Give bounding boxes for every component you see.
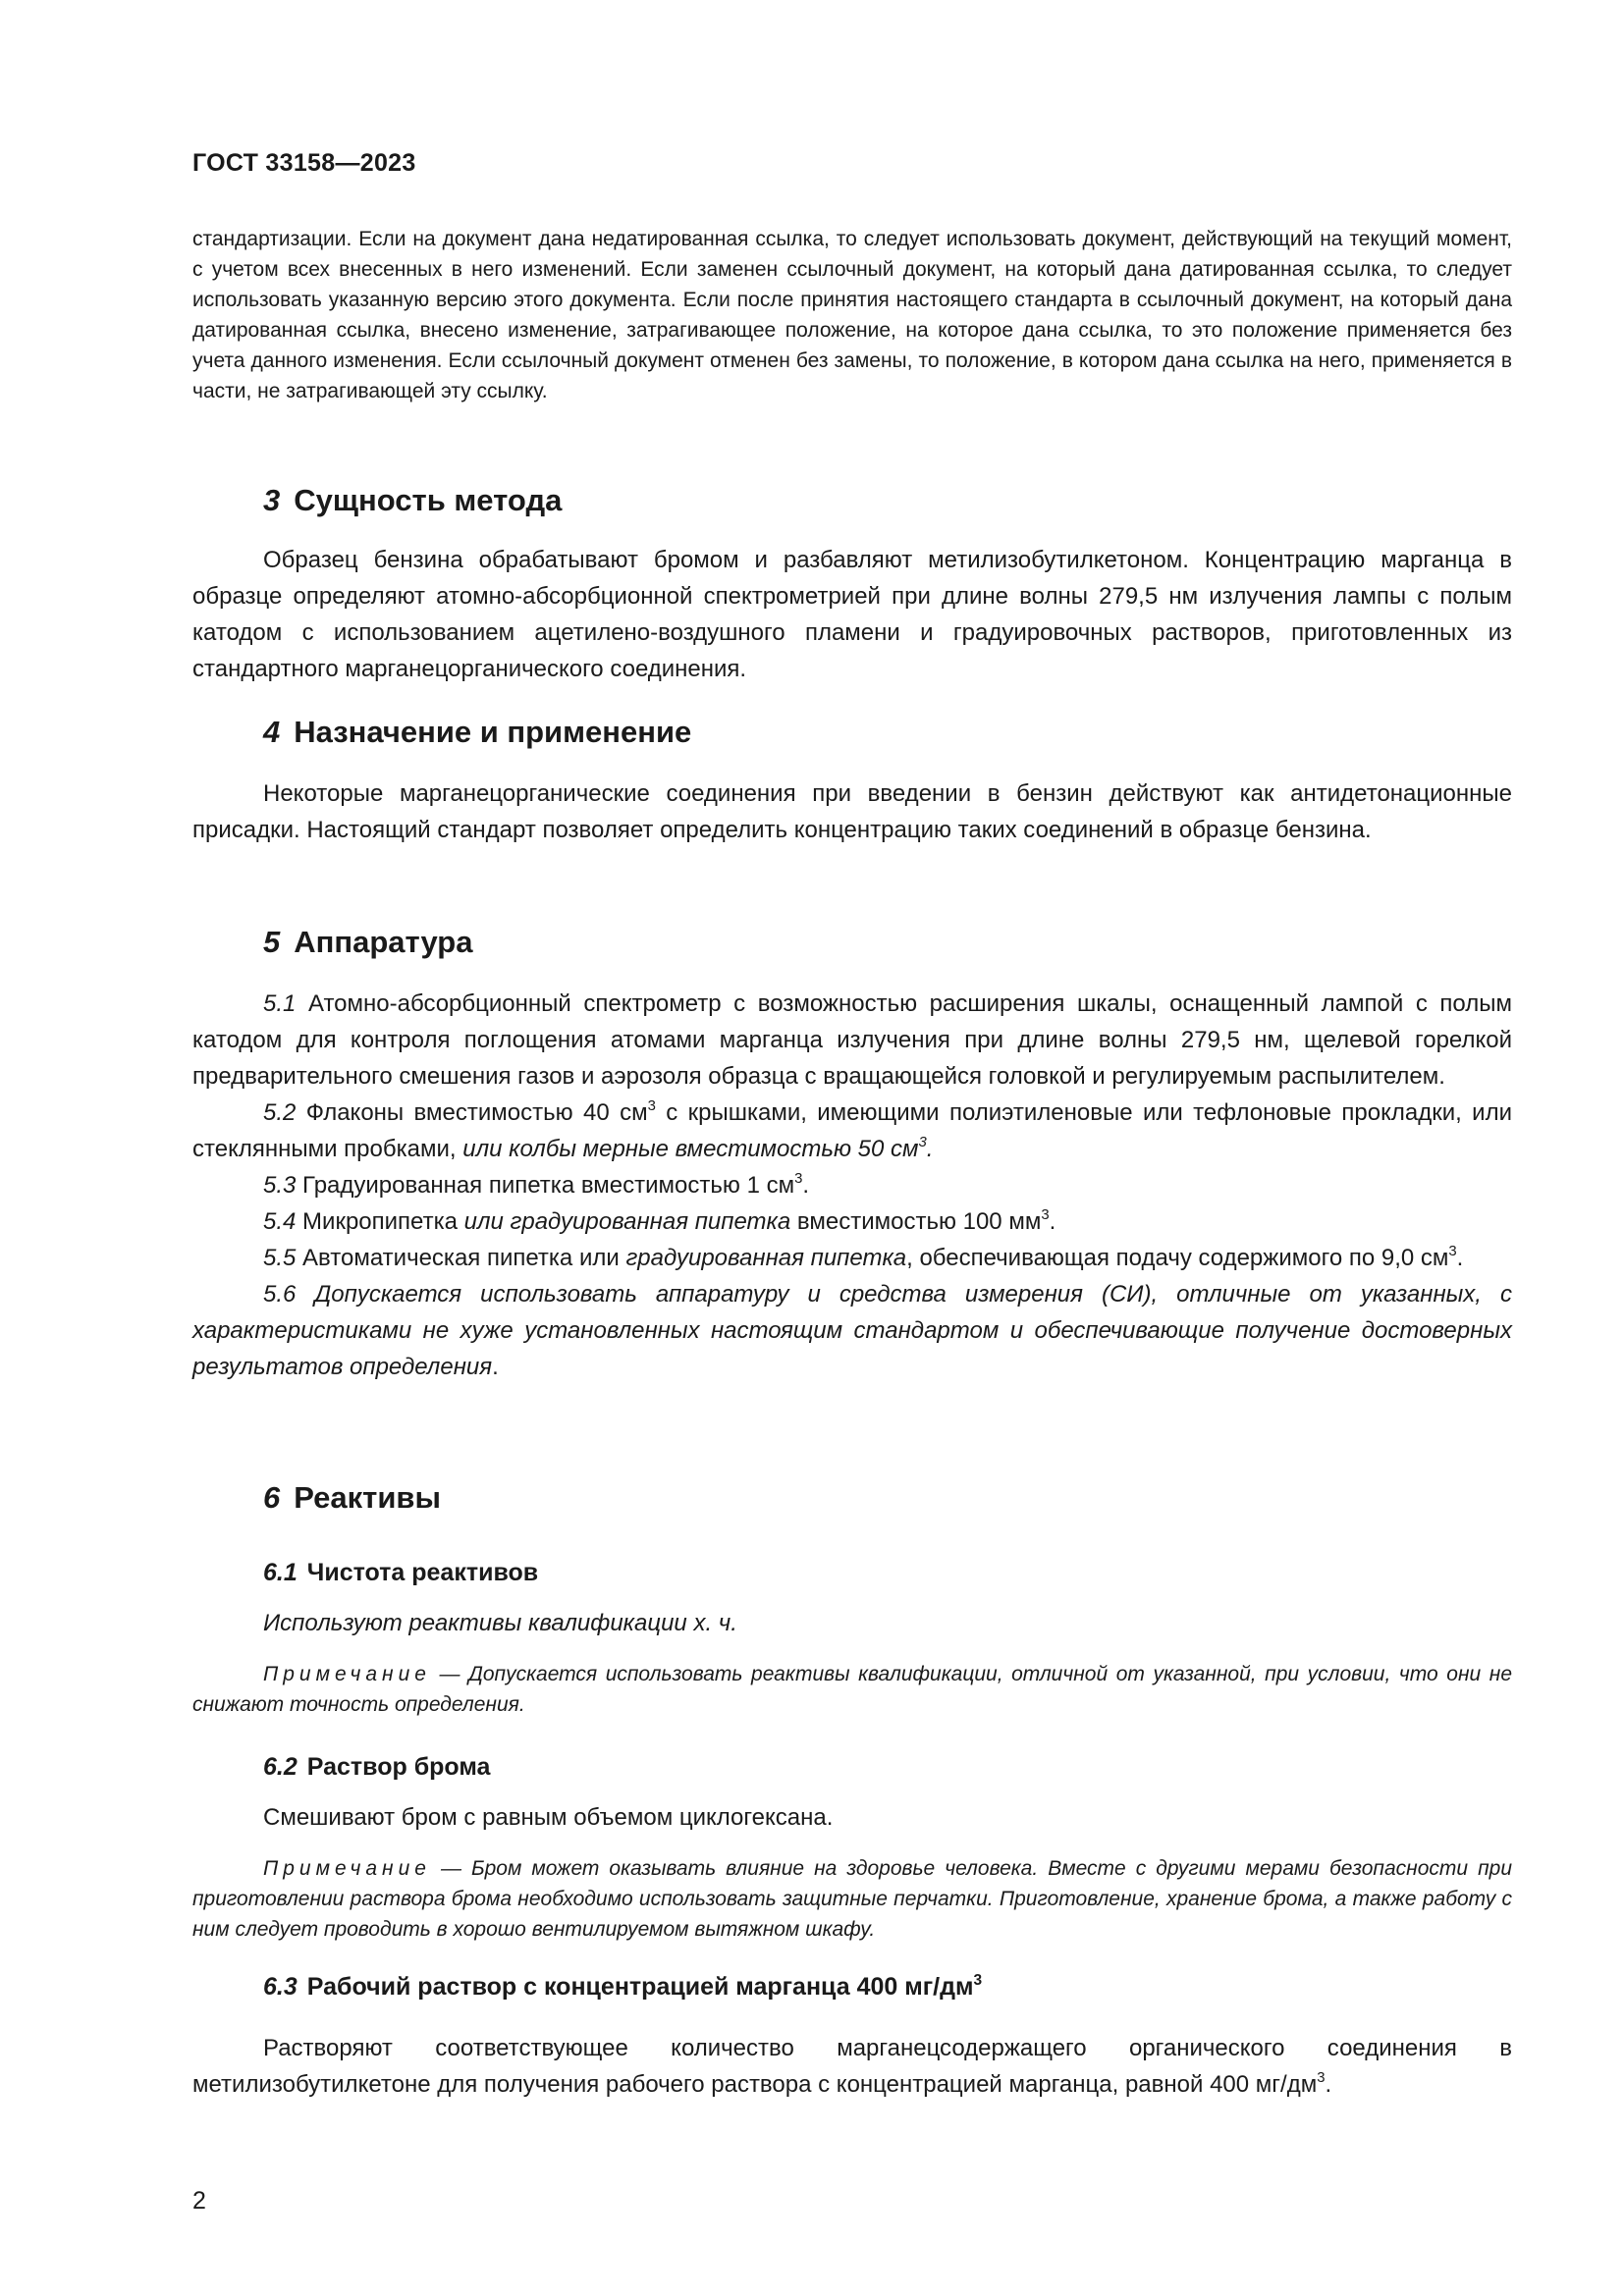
section-3-heading [263,483,562,518]
superscript: 3 [973,1971,983,1989]
item-text: с крышками, имеющими полиэтиленовые или тефлоновые прокладки, или стеклянными пробками, [192,1099,1512,1162]
item-text: , обеспечивающая подачу содержимого по 9,0 см [906,1245,1449,1271]
item-text: Градуированная пипетка вместимостью 1 см [302,1172,795,1199]
item-text: Микропипетка [302,1208,464,1235]
superscript: 3 [794,1171,803,1187]
section-number: 6 [263,1480,281,1515]
section-3-paragraph [192,542,1512,687]
item-5-5 [192,1240,1512,1276]
section-5-items [192,986,1512,1385]
note-label: Примечание [263,1663,431,1685]
subsection-6-3-paragraph [192,2030,1512,2103]
subsection-title: Раствор брома [306,1753,491,1781]
item-text: . [1456,1245,1464,1271]
item-text-italic: или колбы мерные вместимостью 50 см [462,1136,919,1162]
item-number: 5.5 [263,1245,297,1271]
item-number: 5.4 [263,1208,297,1235]
page-number: 2 [192,2187,206,2215]
paragraph-span: . [1325,2071,1332,2098]
intro-paragraph: стандартизации. Если на документ дана недатированная ссылка, то следует использовать документ, действующий на текущий момент, с учетом всех внесенных в него изменений. Если заменен ссылочный документ, на который дана датированная ссылка, то следует использовать указанную версию этого документа. Если после принятия настоящего стандарта в ссылочный документ, на который дана датированная ссылка, внесено изменение, затрагивающее положение, на которое дана ссылка, то это положение применяется без учета данного изменения. Если ссылочный документ отменен без замены, то положение, в котором дана ссылка на него, применяется в части, не затрагивающей эту ссылку. [192,228,1512,402]
item-text: Атомно-абсорбционный спектрометр с возможностью расширения шкалы, оснащенный лампой с полым катодом для контроля поглощения атомами марганца излучения при длине волны 279,5 нм, щелевой горелкой предварительного смешения газов и аэрозоля образца с вращающейся головкой и регулируемым распылителем. [192,990,1512,1090]
section-number: 4 [263,715,281,749]
item-text: Автоматическая пипетка или [302,1245,626,1271]
note-text: — Бром может оказывать влияние на здоровье человека. Вместе с другими мерами безопасности при приготовлении раствора брома необходимо использовать защитные перчатки. Приготовление, хранение брома, а также работу с ним следует проводить в хорошо вентилируемом вытяжном шкафу. [192,1857,1512,1941]
superscript: 3 [918,1135,927,1150]
item-text: . [802,1172,810,1199]
item-5-2 [192,1095,1512,1167]
superscript: 3 [1317,2070,1326,2086]
item-text-italic: 5.6 Допускается использовать аппаратуру и средства измерения (СИ), отличные от указанных, с характеристиками не хуже установленных настоящим стандартом и обеспечивающие получение достоверных результатов определения [192,1281,1512,1380]
section-title: Реактивы [294,1480,441,1515]
subsection-6-1-heading [263,1559,538,1587]
item-5-6 [192,1276,1512,1385]
paragraph-text: Некоторые марганецорганические соединения при введении в бензин действуют как антидетонационные присадки. Настоящий стандарт позволяет определить концентрацию таких соединений в образце бензина. [192,780,1512,843]
note-6-2 [192,1853,1512,1945]
item-text-italic: градуированная пипетка [625,1245,907,1271]
item-number: 5.2 [263,1099,297,1126]
section-title: Сущность метода [294,483,563,517]
note-label: Примечание [263,1857,431,1880]
section-5-heading [263,925,472,960]
item-5-1 [192,986,1512,1095]
section-title: Назначение и применение [294,715,692,749]
item-text: вместимостью 100 мм [790,1208,1042,1235]
item-text-italic: . [926,1136,934,1162]
section-4-heading [263,715,691,750]
item-text: . [492,1354,499,1380]
item-text-italic: или градуированная пипетка [463,1208,791,1235]
paragraph-text [192,2030,1512,2103]
paragraph-text: Образец бензина обрабатывают бромом и разбавляют метилизобутилкетоном. Концентрацию марганца в образце определяют атомно-абсорбционной спектрометрией при длине волны 279,5 нм излучения лампы с полым катодом с использованием ацетилено-воздушного пламени и градуировочных растворов, приготовленных из стандартного марганецорганического соединения. [192,547,1512,682]
subsection-number: 6.3 [263,1973,298,2001]
paragraph-span: Растворяют соответствующее количество марганецсодержащего органического соединения в метилизобутилкетоне для получения рабочего раствора с концентрацией марганца, равной 400 мг/дм [192,2035,1512,2098]
superscript: 3 [1448,1244,1457,1259]
superscript: 3 [1041,1207,1050,1223]
section-6-heading [263,1480,441,1516]
subsection-6-2-text: Смешивают бром с равным объемом циклогексана. [263,1804,834,1831]
subsection-title: Рабочий раствор с концентрацией марганца 400 мг/дм [306,1973,974,2001]
subsection-title: Чистота реактивов [306,1559,539,1586]
subsection-number: 6.1 [263,1559,298,1586]
note-text: — Допускается использовать реактивы квалификации, отличной от указанной, при условии, что они не снижают точность определения. [192,1663,1512,1716]
subsection-number: 6.2 [263,1753,298,1781]
section-title: Аппаратура [294,925,473,959]
item-number: 5.3 [263,1172,297,1199]
section-number: 3 [263,483,281,517]
subsection-6-1-text: Используют реактивы квалификации х. ч. [263,1610,737,1636]
document-code-header: ГОСТ 33158—2023 [192,149,416,177]
item-5-4 [192,1203,1512,1240]
subsection-6-2-heading [263,1753,490,1782]
item-text: Флаконы вместимостью 40 см [305,1099,648,1126]
superscript: 3 [647,1098,656,1114]
item-5-3 [192,1167,1512,1203]
item-number: 5.1 [263,990,297,1017]
item-text: . [1049,1208,1056,1235]
section-number: 5 [263,925,281,959]
note-6-1 [192,1659,1512,1720]
section-4-paragraph [192,775,1512,848]
subsection-6-3-heading [263,1973,982,2002]
